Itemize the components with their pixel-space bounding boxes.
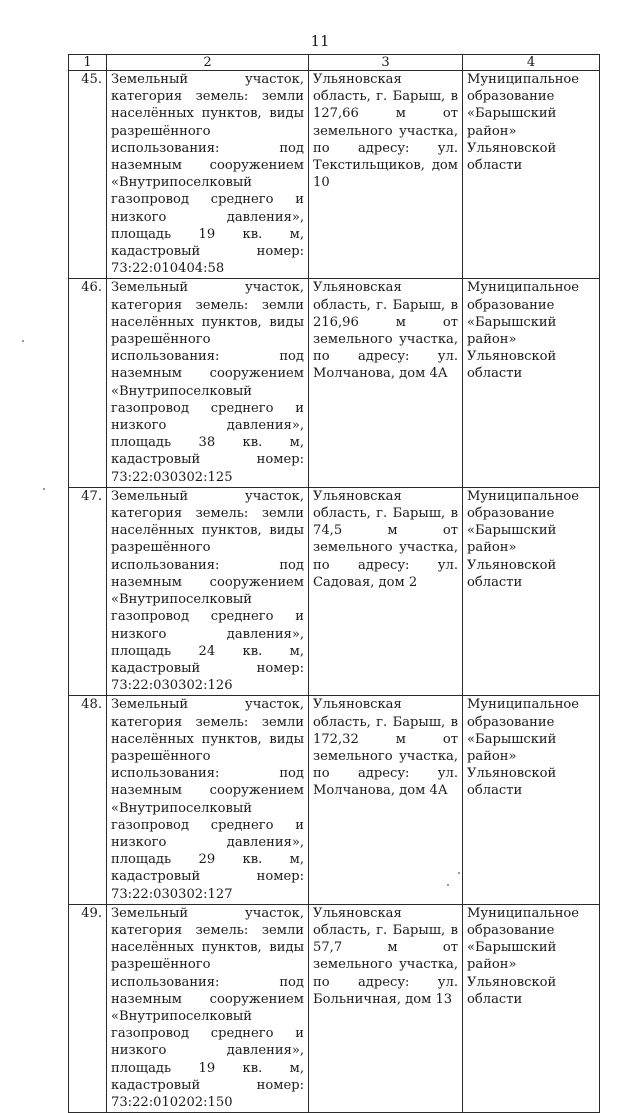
column-header-3: 3	[309, 55, 463, 71]
plot-owner: Муниципальное образование «Барышский район» Ульяновской области	[463, 696, 600, 904]
scan-speck	[447, 884, 449, 886]
column-header-1: 1	[69, 55, 107, 71]
row-number: 46.	[69, 279, 107, 487]
plot-owner: Муниципальное образование «Барышский район» Ульяновской области	[463, 279, 600, 487]
row-number: 45.	[69, 71, 107, 279]
plot-description: Земельный участок, категория земель: земли населённых пунктов, виды разрешённого использования: под наземным сооружением «Внутрипоселковый газопровод среднего и низкого давления», площадь 19 кв. м, кадастровый номер: 73:22:010404:58	[107, 71, 309, 279]
plot-owner: Муниципальное образование «Барышский район» Ульяновской области	[463, 904, 600, 1112]
table-header-row	[69, 55, 600, 71]
scan-speck	[22, 340, 24, 342]
plot-description: Земельный участок, категория земель: земли населённых пунктов, виды разрешённого использования: под наземным сооружением «Внутрипоселковый газопровод среднего и низкого давления», площадь 29 кв. м, кадастровый номер: 73:22:030302:127	[107, 696, 309, 904]
plot-location: Ульяновская область, г. Барыш, в 216,96 м от земельного участка, по адресу: ул. Молчанова, дом 4А	[309, 279, 463, 487]
plot-description: Земельный участок, категория земель: земли населённых пунктов, виды разрешённого использования: под наземным сооружением «Внутрипоселковый газопровод среднего и низкого давления», площадь 24 кв. м, кадастровый номер: 73:22:030302:126	[107, 487, 309, 695]
row-number: 49.	[69, 904, 107, 1112]
plot-location: Ульяновская область, г. Барыш, в 172,32 м от земельного участка, по адресу: ул. Молчанова, дом 4А	[309, 696, 463, 904]
column-header-2: 2	[107, 55, 309, 71]
plot-owner: Муниципальное образование «Барышский район» Ульяновской области	[463, 71, 600, 279]
plot-location: Ульяновская область, г. Барыш, в 57,7 м от земельного участка, по адресу: ул. Больничная, дом 13	[309, 904, 463, 1112]
plot-description: Земельный участок, категория земель: земли населённых пунктов, виды разрешённого использования: под наземным сооружением «Внутрипоселковый газопровод среднего и низкого давления», площадь 38 кв. м, кадастровый номер: 73:22:030302:125	[107, 279, 309, 487]
page-number: 11	[310, 32, 330, 50]
column-header-4: 4	[463, 55, 600, 71]
land-plots-table	[68, 54, 600, 1113]
plot-description: Земельный участок, категория земель: земли населённых пунктов, виды разрешённого использования: под наземным сооружением «Внутрипоселковый газопровод среднего и низкого давления», площадь 19 кв. м, кадастровый номер: 73:22:010202:150	[107, 904, 309, 1112]
plot-owner: Муниципальное образование «Барышский район» Ульяновской области	[463, 487, 600, 695]
plot-location: Ульяновская область, г. Барыш, в 127,66 м от земельного участка, по адресу: ул. Текстильщиков, дом 10	[309, 71, 463, 279]
table-row	[69, 696, 600, 904]
table-row	[69, 487, 600, 695]
table-row	[69, 904, 600, 1112]
scan-speck	[458, 872, 460, 874]
row-number: 48.	[69, 696, 107, 904]
plot-location: Ульяновская область, г. Барыш, в 74,5 м от земельного участка, по адресу: ул. Садовая, дом 2	[309, 487, 463, 695]
table-row	[69, 71, 600, 279]
scan-speck	[43, 488, 45, 490]
row-number: 47.	[69, 487, 107, 695]
table-row	[69, 279, 600, 487]
